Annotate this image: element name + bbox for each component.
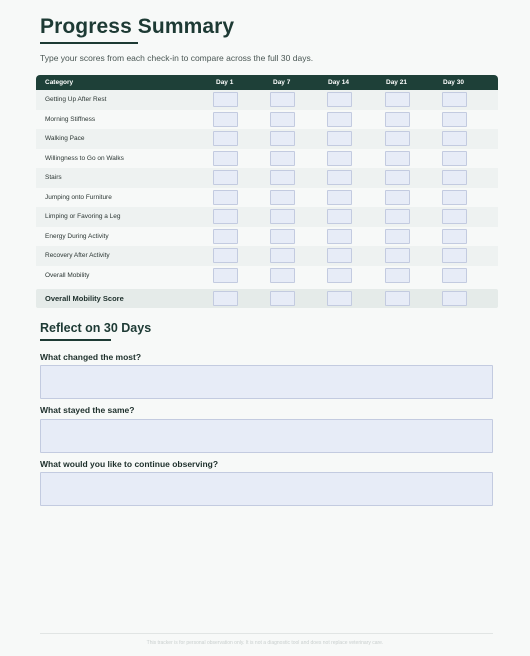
score-input-day-21[interactable] [385,209,410,224]
score-input-day-21[interactable] [385,229,410,244]
overall-score-input-day-14[interactable] [327,291,352,306]
score-input-day-7[interactable] [270,209,295,224]
scores-table [36,75,498,308]
question-label-continue-observing: What would you like to continue observing? [40,459,219,469]
title-underline [40,42,138,44]
score-input-day-7[interactable] [270,112,295,127]
row-label: Jumping onto Furniture [45,193,112,201]
row-label: Overall Mobility [45,271,90,279]
row-label: Energy During Activity [45,232,109,240]
table-row [36,266,498,286]
table-row [36,149,498,169]
score-input-day-14[interactable] [327,151,352,166]
table-row [36,188,498,208]
column-header-day-7: Day 7 [273,79,291,86]
score-input-day-30[interactable] [442,268,467,283]
score-input-day-14[interactable] [327,248,352,263]
answer-field-continue-observing[interactable] [40,472,493,506]
score-input-day-30[interactable] [442,190,467,205]
reflect-section-title: Reflect on 30 Days [40,321,152,335]
overall-score-input-day-1[interactable] [213,291,238,306]
score-input-day-21[interactable] [385,151,410,166]
column-header-day-30: Day 30 [443,79,464,86]
score-input-day-14[interactable] [327,268,352,283]
overall-score-input-day-30[interactable] [442,291,467,306]
row-label: Limping or Favoring a Leg [45,213,121,220]
score-input-day-30[interactable] [442,92,467,107]
answer-field-changed-most[interactable] [40,365,493,399]
table-row [36,90,498,110]
footer-divider [40,633,493,634]
page-title: Progress Summary [40,15,235,38]
score-input-day-7[interactable] [270,131,295,146]
score-input-day-7[interactable] [270,151,295,166]
score-input-day-30[interactable] [442,248,467,263]
score-input-day-21[interactable] [385,248,410,263]
overall-score-row [36,289,498,308]
score-input-day-21[interactable] [385,268,410,283]
footer-disclaimer: This tracker is for personal observation only. It is not a diagnostic tool and does not replace veterinary care. [146,640,384,646]
row-label: Recovery After Activity [45,252,110,259]
row-label: Getting Up After Rest [45,96,107,103]
column-header-day-1: Day 1 [216,79,234,86]
overall-score-input-day-7[interactable] [270,291,295,306]
score-input-day-14[interactable] [327,112,352,127]
page-subtitle: Type your scores from each check-in to compare across the full 30 days. [40,53,314,63]
score-input-day-21[interactable] [385,112,410,127]
score-input-day-7[interactable] [270,229,295,244]
score-input-day-30[interactable] [442,112,467,127]
overall-score-input-day-21[interactable] [385,291,410,306]
score-input-day-30[interactable] [442,209,467,224]
score-input-day-1[interactable] [213,112,238,127]
row-label: Morning Stiffness [45,115,96,123]
question-label-stayed-same: What stayed the same? [40,405,135,415]
score-input-day-21[interactable] [385,170,410,185]
score-input-day-7[interactable] [270,190,295,205]
score-input-day-14[interactable] [327,229,352,244]
score-input-day-1[interactable] [213,229,238,244]
score-input-day-7[interactable] [270,268,295,283]
table-row [36,168,498,188]
table-row [36,246,498,266]
question-label-changed-most: What changed the most? [40,352,142,362]
score-input-day-1[interactable] [213,151,238,166]
score-input-day-1[interactable] [213,131,238,146]
score-input-day-1[interactable] [213,170,238,185]
table-header [36,75,498,90]
score-input-day-21[interactable] [385,131,410,146]
table-row [36,227,498,247]
score-input-day-21[interactable] [385,92,410,107]
row-label: Willingness to Go on Walks [45,154,124,162]
column-header-day-14: Day 14 [328,79,349,86]
score-input-day-1[interactable] [213,248,238,263]
score-input-day-14[interactable] [327,92,352,107]
score-input-day-7[interactable] [270,92,295,107]
score-input-day-30[interactable] [442,151,467,166]
score-input-day-1[interactable] [213,209,238,224]
column-header-day-21: Day 21 [386,79,407,86]
score-input-day-30[interactable] [442,229,467,244]
score-input-day-7[interactable] [270,170,295,185]
score-input-day-14[interactable] [327,209,352,224]
score-input-day-1[interactable] [213,190,238,205]
score-input-day-1[interactable] [213,268,238,283]
score-input-day-1[interactable] [213,92,238,107]
column-header-category: Category [45,79,74,86]
table-row [36,207,498,227]
score-input-day-30[interactable] [442,170,467,185]
score-input-day-14[interactable] [327,170,352,185]
score-input-day-14[interactable] [327,190,352,205]
row-label: Walking Pace [45,135,85,142]
score-input-day-7[interactable] [270,248,295,263]
score-input-day-21[interactable] [385,190,410,205]
answer-field-stayed-same[interactable] [40,419,493,453]
score-input-day-14[interactable] [327,131,352,146]
row-label: Stairs [45,174,62,181]
reflect-title-underline [40,339,111,341]
overall-score-label: Overall Mobility Score [45,294,124,303]
table-body [36,90,498,285]
score-input-day-30[interactable] [442,131,467,146]
table-row [36,129,498,149]
table-row [36,110,498,130]
